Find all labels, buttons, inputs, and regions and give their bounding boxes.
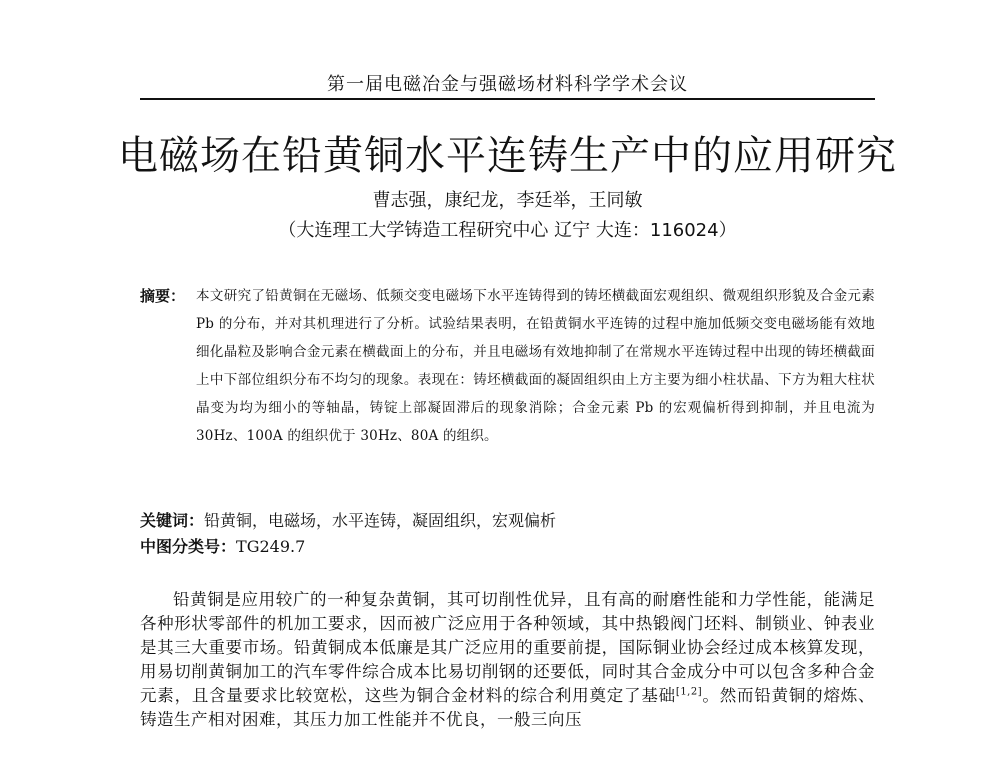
- abstract-label: 摘要：: [140, 287, 186, 305]
- classification-code: TG249.7: [236, 537, 306, 556]
- keywords-line: [140, 508, 875, 534]
- keywords-label: 关键词：: [140, 511, 205, 530]
- abstract-section: [140, 282, 875, 450]
- citation-reference: [1,2]: [675, 686, 703, 698]
- body-paragraph: [140, 588, 875, 732]
- conference-header: 第一届电磁冶金与强磁场材料科学学术会议: [327, 74, 688, 95]
- affiliation-line: （大连理工大学铸造工程研究中心 辽宁 大连：116024）: [278, 220, 737, 241]
- paper-title: 电磁场在铅黄铜水平连铸生产中的应用研究: [118, 133, 897, 179]
- keywords-text: 铅黄铜，电磁场，水平连铸，凝固组织，宏观偏析: [204, 511, 557, 530]
- header-divider: [140, 98, 875, 100]
- classification-line: [140, 534, 875, 560]
- abstract-text: 本文研究了铅黄铜在无磁场、低频交变电磁场下水平连铸得到的铸坯横截面宏观组织、微观组织形貌及合金元素 Pb 的分布，并对其机理进行了分析。试验结果表明，在铅黄铜水平连铸的过程中施加低频交变电磁场能有效地细化晶粒及影响合金元素在横截面上的分布，并且电磁场有效地抑制了在常规水平连铸过程中出现的铸坯横截面上中下部位组织分布不均匀的现象。表现在：铸坯横截面的凝固组织由上方主要为细小柱状晶、下方为粗大柱状晶变为均为细小的等轴晶，铸锭上部凝固滞后的现象消除；合金元素 Pb 的宏观偏析得到抑制，并且电流为 30Hz、100A 的组织优于 30Hz、80A 的组织。: [196, 288, 875, 444]
- authors-line: 曹志强，康纪龙，李廷举，王同敏: [372, 190, 643, 211]
- classification-label: 中图分类号：: [140, 537, 237, 556]
- body-text-part-2: 。然而铅黄铜的熔炼、铸造生产相对困难，其压力加工性能并不优良，一般三向压: [140, 686, 876, 729]
- body-text-part-1: 铅黄铜是应用较广的一种复杂黄铜，其可切削性优异，且有高的耐磨性能和力学性能，能满足各种形状零部件的机加工要求，因而被广泛应用于各种领域，其中热锻阀门坯料、制锁业、钟表业是其三大重要市场。铅黄铜成本低廉是其广泛应用的重要前提，国际铜业协会经过成本核算发现，用易切削黄铜加工的汽车零件综合成本比易切削钢的还要低，同时其合金成分中可以包含多种合金元素，且含量要求比较宽松，这些为铜合金材料的综合利用奠定了基础: [140, 590, 875, 705]
